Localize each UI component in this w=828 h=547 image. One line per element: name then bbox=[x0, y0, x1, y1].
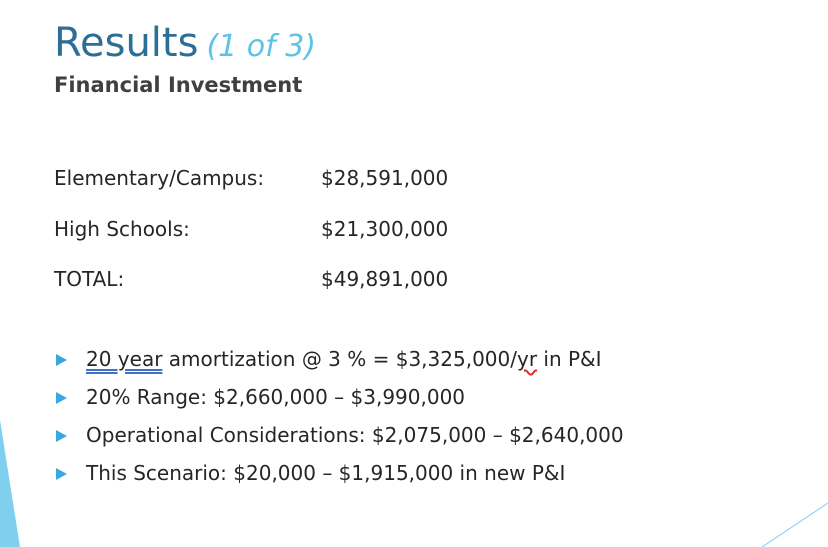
bullet-text: Operational Considerations: $2,075,000 – $2,640,000 bbox=[86, 423, 624, 447]
slide-subtitle: Financial Investment bbox=[54, 73, 303, 97]
bullet-scenario bbox=[54, 459, 624, 497]
left-accent-triangle bbox=[0, 420, 20, 547]
bullet-text: amortization @ 3 % = $3,325,000/ bbox=[162, 347, 517, 371]
bullet-range bbox=[54, 383, 624, 421]
bottom-right-accent-line bbox=[762, 503, 828, 547]
bullet-text-spellcheck: yr bbox=[516, 347, 538, 371]
slide-title-page-indicator: (1 of 3) bbox=[206, 29, 317, 64]
investment-row-value: $49,891,000 bbox=[321, 267, 449, 291]
bullet-arrow-icon bbox=[56, 354, 67, 366]
bullet-text: 20% Range: $2,660,000 – $3,990,000 bbox=[86, 385, 466, 409]
bullet-arrow-icon bbox=[56, 392, 67, 404]
investment-row-label: TOTAL: bbox=[54, 267, 125, 291]
investment-row-label: Elementary/Campus: bbox=[54, 166, 265, 190]
bullet-operational bbox=[54, 421, 624, 459]
bullet-arrow-icon bbox=[56, 430, 67, 442]
investment-row-value: $28,591,000 bbox=[321, 166, 449, 190]
bullet-text: This Scenario: $20,000 – $1,915,000 in new P&I bbox=[86, 461, 566, 485]
investment-row-label: High Schools: bbox=[54, 217, 190, 241]
bullet-amortization bbox=[54, 345, 624, 383]
bullet-text: in P&I bbox=[537, 347, 602, 371]
slide-title bbox=[54, 18, 316, 72]
slide-title-text: Results bbox=[54, 20, 199, 66]
investment-row-value: $21,300,000 bbox=[321, 217, 449, 241]
bullet-arrow-icon bbox=[56, 468, 67, 480]
bullet-text-underlined: 20 year bbox=[86, 347, 163, 371]
results-bullet-list bbox=[54, 345, 624, 497]
